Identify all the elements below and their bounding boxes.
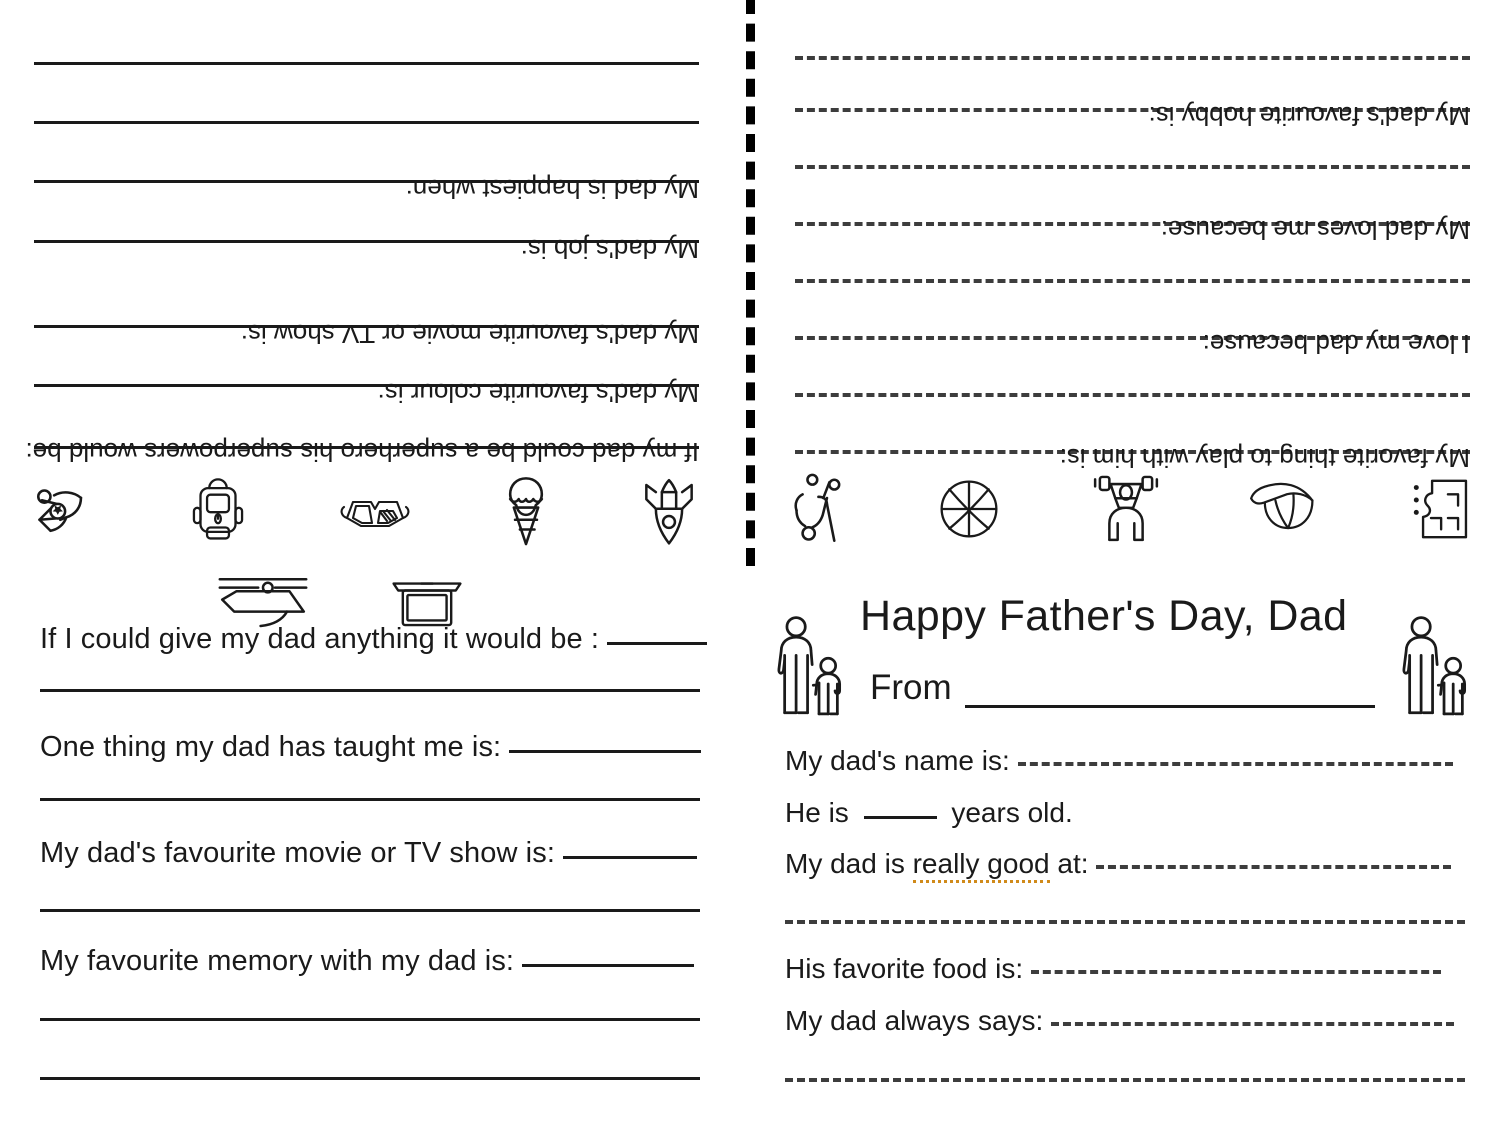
write-line[interactable]: [1051, 1022, 1454, 1026]
right-top-panel: [765, 55, 1500, 473]
field-good-at-label-a: My dad is: [785, 848, 913, 879]
prompt-movie-label: My dad's favourite movie or TV show is:: [240, 319, 699, 349]
prompt-gift: [40, 623, 707, 656]
prompt-superpowers-label: If my dad could be a superhero his superpowers would be:: [25, 437, 699, 467]
prompt-superpowers: [26, 438, 700, 465]
card-title-text: Happy Father's Day, Dad: [860, 592, 1348, 640]
prompt-colour: [378, 379, 699, 406]
prompt-job: [521, 235, 699, 262]
from-label-text: From: [870, 668, 952, 707]
prompt-gift-label: If I could give my dad anything it would be :: [40, 623, 600, 655]
field-favorite-food-label: His favorite food is:: [785, 953, 1024, 984]
prompt-movie: [241, 320, 699, 347]
card-title: [860, 592, 1347, 641]
write-line[interactable]: [509, 750, 701, 753]
left-top-panel: [0, 55, 735, 467]
father-and-child-icon: [775, 613, 847, 728]
ruled-line: [795, 279, 1470, 283]
backpack-icon: [183, 475, 253, 545]
field-dad-name-label: My dad's name is:: [785, 745, 1010, 776]
prompt-movie-bottom-label: My dad's favourite movie or TV show is:: [40, 837, 555, 869]
prompt-i-love-label: I love my dad because:: [1202, 329, 1470, 359]
from-write-line[interactable]: [965, 705, 1375, 708]
prompt-hobby: [1149, 102, 1470, 129]
ice-cream-icon: [498, 471, 554, 549]
ruled-line: [40, 909, 700, 912]
father-and-child-icon: [1400, 613, 1472, 728]
ruled-line: [34, 62, 699, 65]
field-good-at-label-c: at:: [1049, 848, 1089, 879]
basketball-icon: [934, 474, 1004, 544]
field-dad-age: [785, 797, 1073, 829]
field-dad-name: [785, 745, 1453, 777]
prompt-taught-label: One thing my dad has taught me is:: [40, 731, 502, 763]
ruled-line: [785, 1078, 1465, 1082]
right-sheet: [765, 0, 1500, 1125]
prompt-colour-label: My dad's favourite colour is:: [377, 378, 699, 408]
write-line[interactable]: [522, 964, 694, 967]
ruled-line: [795, 393, 1470, 397]
write-line[interactable]: [563, 856, 697, 859]
ruled-line: [785, 920, 1465, 924]
prompt-hobby-label: My dad's favourite hobby is:: [1148, 101, 1470, 131]
board-game-icon: [1407, 474, 1473, 544]
prompt-job-label: My dad's job is:: [520, 234, 699, 264]
write-line[interactable]: [864, 816, 937, 819]
prompt-loves-me-label: My dad loves me because:: [1160, 215, 1470, 245]
baseball-cap-icon: [1249, 478, 1323, 540]
field-always-says-label: My dad always says:: [785, 1005, 1044, 1036]
ruled-line: [795, 165, 1470, 169]
field-always-says: [785, 1005, 1454, 1037]
ruled-line: [34, 121, 699, 124]
write-line[interactable]: [607, 642, 707, 645]
ruled-line: [40, 689, 700, 692]
superhero-icon: [20, 471, 98, 549]
prompt-happiest: [406, 175, 699, 202]
from-label: [870, 668, 952, 708]
ruled-line: [40, 1018, 700, 1021]
ruled-line: [40, 1077, 700, 1080]
boat-icon: [215, 575, 311, 629]
left-icon-strip-primary: [20, 470, 700, 550]
field-dad-age-label-after: years old.: [951, 797, 1073, 828]
write-line[interactable]: [1018, 762, 1453, 766]
prompt-happiest-label: My dad is happiest when:: [405, 174, 699, 204]
prompt-memory: [40, 945, 694, 978]
prompt-play-with: [1060, 444, 1470, 471]
prompt-play-with-label: My favorite thing to play with him is:: [1059, 443, 1470, 473]
prompt-loves-me: [1161, 216, 1470, 243]
ruled-line: [40, 798, 700, 801]
write-line[interactable]: [1096, 865, 1451, 869]
rocket-icon: [638, 470, 700, 550]
prompt-i-love: [1203, 330, 1470, 357]
ruled-line: [795, 56, 1470, 60]
field-good-at-label-b: really good: [913, 848, 1050, 883]
field-good-at: [785, 848, 1451, 880]
left-sheet: [0, 0, 735, 1125]
weightlifting-icon: [1088, 470, 1164, 548]
right-icon-strip: [783, 470, 1473, 548]
3d-glasses-icon: [337, 477, 413, 543]
field-favorite-food: [785, 953, 1441, 985]
cut-line-divider: [746, 0, 755, 566]
prompt-memory-label: My favourite memory with my dad is:: [40, 945, 515, 977]
field-dad-age-label-before: He is: [785, 797, 849, 828]
hockey-player-icon: [783, 470, 849, 548]
write-line[interactable]: [1031, 970, 1441, 974]
prompt-movie-bottom: [40, 837, 697, 870]
prompt-taught: [40, 731, 701, 764]
